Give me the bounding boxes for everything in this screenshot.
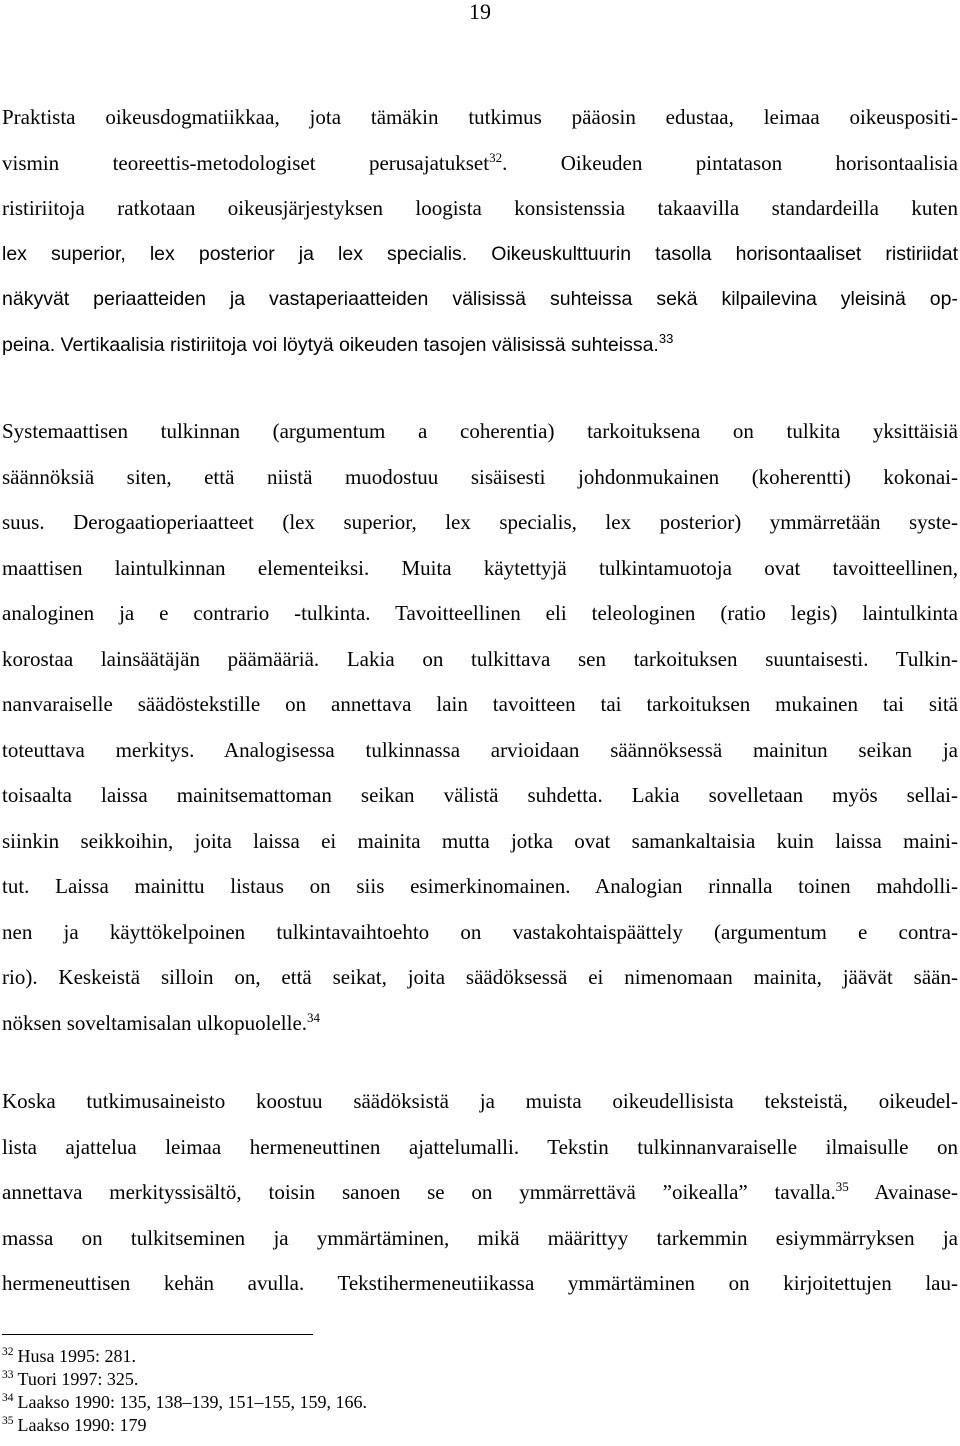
footnote-number: 35 xyxy=(2,1415,14,1427)
footnote-number: 34 xyxy=(2,1392,14,1404)
paragraph-sans-part xyxy=(2,232,958,369)
text-line: nen ja käyttökelpoinen tulkintavaihtoehto on vastakohtaispäättely (argumentum e contra- xyxy=(2,919,958,944)
text-line: tut. Laissa mainittu listaus on siis esimerkinomainen. Analogian rinnalla toinen mahdolli- xyxy=(2,874,958,898)
text-line: peina. Vertikaalisia ristiriitoja voi löytyä oikeuden tasojen välisissä suhteissa.$^{33}$ xyxy=(2,330,674,356)
text-line: nanvaraiselle säädöstekstille on annettava lain tavoitteen tai tarkoituksen mukainen tai sitä xyxy=(2,692,958,716)
footnote-text: Laakso 1990: 179 xyxy=(17,1415,147,1435)
text-line: maattisen laintulkinnan elementeiksi. Muita käytettyjä tulkintamuotoja ovat tavoitteellinen, xyxy=(2,555,958,580)
footnotes xyxy=(2,1345,367,1437)
footnote-35 xyxy=(2,1414,367,1437)
footnote-reference-33[interactable]: 33 xyxy=(658,330,674,346)
text-line: Koska tutkimusaineisto koostuu säädöksistä ja muista oikeudellisista teksteistä, oikeudel- xyxy=(2,1089,958,1113)
paragraph-hermeneutics xyxy=(2,1079,958,1307)
text-line: nöksen soveltamisalan ulkopuolelle.$^{34}$ xyxy=(2,1009,321,1035)
text-line: rio). Keskeistä silloin on, että seikat, joita säädöksessä ei nimenomaan mainita, jäävät sään- xyxy=(2,965,958,989)
text-line: siinkin seikkoihin, joita laissa ei mainita mutta jotka ovat samankaltaisia kuin laissa maini- xyxy=(2,828,958,853)
text-line: hermeneuttisen kehän avulla. Tekstihermeneutiikassa ymmärtäminen on kirjoitettujen lau- xyxy=(2,1271,958,1295)
footnote-reference-32[interactable]: 32 xyxy=(489,149,503,165)
text-line: annettava merkityssisältö, toisin sanoen se on ymmärrettävä ”oikealla” tavalla.$^{35}$ Avainase- xyxy=(2,1179,958,1204)
text-line: Praktista oikeusdogmatiikkaa, jota tämäkin tutkimus pääosin edustaa, leimaa oikeuspositi- xyxy=(2,105,958,129)
text-line: Systemaattisen tulkinnan (argumentum a coherentia) tarkoituksena on tulkita yksittäisiä xyxy=(2,419,958,443)
footnote-32 xyxy=(2,1345,367,1368)
text-line: suus. Derogaatioperiaatteet (lex superior, lex specialis, lex posterior) ymmärretään syste- xyxy=(2,510,958,534)
footnote-33 xyxy=(2,1368,367,1391)
footnote-text: Tuori 1997: 325. xyxy=(17,1369,139,1389)
text-line: toisaalta laissa mainitsemattoman seikan välistä suhdetta. Lakia sovelletaan myös sellai- xyxy=(2,783,958,807)
text-line: vismin teoreettis-metodologiset perusajatukset$^{32}$. Oikeuden pintatason horisontaalisia xyxy=(2,149,958,175)
text-line: korostaa lainsäätäjän päämääriä. Lakia on tulkittava sen tarkoituksen suuntaisesti. Tulkin- xyxy=(2,646,958,671)
text-line: ristiriitoja ratkotaan oikeusjärjestyksen loogista konsistenssia takaavilla standardeilla kuten xyxy=(2,196,958,220)
page-number: 19 xyxy=(469,0,491,24)
paragraph-serif-part xyxy=(2,95,958,232)
footnote-34 xyxy=(2,1391,367,1414)
footnote-separator xyxy=(2,1334,313,1335)
text-line: lista ajattelua leimaa hermeneuttinen ajattelumalli. Tekstin tulkinnanvaraiselle ilmaisulle on xyxy=(2,1134,958,1159)
paragraph-systematic-interpretation xyxy=(2,409,958,1046)
text-line: näkyvät periaatteiden ja vastaperiaatteiden välisissä suhteissa sekä kilpailevina yleisinä op- xyxy=(2,288,958,310)
footnote-reference-35[interactable]: 35 xyxy=(835,1179,849,1194)
text-line: massa on tulkitseminen ja ymmärtäminen, mikä määrittyy tarkemmin esiymmärryksen ja xyxy=(2,1225,958,1250)
footnote-text: Husa 1995: 281. xyxy=(17,1346,136,1366)
paragraph-legal-dogmatics xyxy=(2,95,958,368)
footnote-text: Laakso 1990: 135, 138–139, 151–155, 159, 166. xyxy=(17,1392,367,1412)
footnote-reference-34[interactable]: 34 xyxy=(307,1009,321,1025)
footnote-number: 33 xyxy=(2,1369,14,1381)
text-line: säännöksiä siten, että niistä muodostuu sisäisesti johdonmukainen (koherentti) kokonai- xyxy=(2,464,958,489)
footnote-number: 32 xyxy=(2,1346,14,1358)
text-line: lex superior, lex posterior ja lex specialis. Oikeuskulttuurin tasolla horisontaaliset ristiriidat xyxy=(2,242,958,265)
text-line: analoginen ja e contrario -tulkinta. Tavoitteellinen eli teleologinen (ratio legis) laintulkinta xyxy=(2,601,958,625)
text-line: toteuttava merkitys. Analogisessa tulkinnassa arvioidaan säännöksessä mainitun seikan ja xyxy=(2,737,958,762)
